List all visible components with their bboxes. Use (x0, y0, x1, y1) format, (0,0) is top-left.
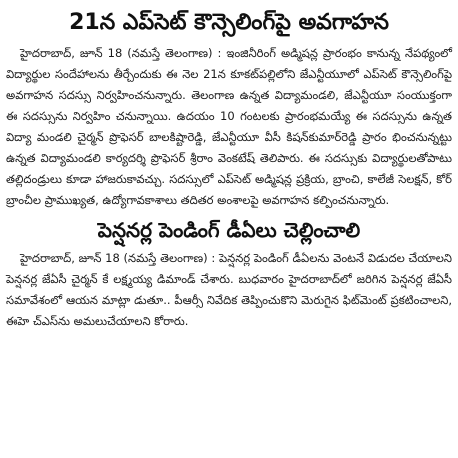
article-dateline: హైదరాబాద్, జూన్ 18 (నమస్తే తెలంగాణ) : (20, 46, 222, 61)
article-dateline: హైదరాబాద్, జూన్ 18 (నమస్తే తెలంగాణ) : (20, 251, 216, 266)
article-body (6, 43, 452, 211)
article-headline: పెన్షనర్ల పెండింగ్ డీఏలు చెల్లించాలి (97, 218, 361, 243)
article-headline: 21న ఎప్‌సెట్ కౌన్సెలింగ్‌పై అవగాహన (69, 10, 389, 35)
article-text: పెన్షనర్ల పెండింగ్ డీఏలను వెంటనే విడుదల చేయాలని పెన్షనర్ల జేఏసీ చైర్మన్ కే లక్ష్మయ్య డిమాండ్ చేశారు. బుధవారం హైదరాబాద్‌లో జరిగిన పెన్షనర్ల జేఏసీ సమావేశంలో ఆయన మాట్లా డుతూ.. పీఆర్సీ నివేదిక తెప్పించుకొని మెరుగైన ఫిట్‌మెంట్ ప్రకటించాలని, ఈహె చ్ఎస్‌ను అమలుచేయాలని కోరారు. (6, 251, 452, 329)
article-body (6, 248, 452, 332)
article-pensioners-da (6, 211, 452, 332)
article-epset-counselling (6, 4, 452, 211)
article-text: ఇంజినీరింగ్ అడ్మిషన్ల ప్రారంభం కానున్న నేపథ్యంలో విద్యార్థుల సందేహాలను తీర్చేందుకు ఈ నెల 21న కూకట్‌పల్లిలోని జేఎన్టీయూలో ఎప్‌సెట్ కౌన్సెలింగ్‌పై అవగాహన సదస్సు నిర్వహించనున్నారు. తెలంగాణ ఉన్నత విద్యామండలి, జేఎన్టీయూ సంయుక్తంగా ఈ సదస్సును నిర్వహిం చనున్నాయి. ఉదయం 10 గంటలకు ప్రారంభమయ్యే ఈ సదస్సును ఉన్నత విద్యా మండలి చైర్మన్ ప్రొఫెసర్ బాలకిష్టారెడ్డి, జేఎన్టీయూ వీసీ కిషన్‌కుమార్‌రెడ్డి ప్రారం భించనున్నట్టు ఉన్నత విద్యామండలి కార్యదర్శి ప్రొఫెసర్ శ్రీరాం వెంకటేష్ తెలిపారు. ఈ సదస్సుకు విద్యార్థులతోపాటు తల్లిదండ్రులు కూడా హాజరుకావచ్చు. సదస్సులో ఎప్‌సెట్ అడ్మిషన్ల ప్రక్రియ, బ్రాంచి, కాలేజీ సెలక్షన్, కోర్ బ్రాంచీల ప్రాముఖ్యత, ఉద్యోగావకాశాలు తదితర అంశాలపై అవగాహన కల్పించనున్నారు. (6, 46, 452, 208)
